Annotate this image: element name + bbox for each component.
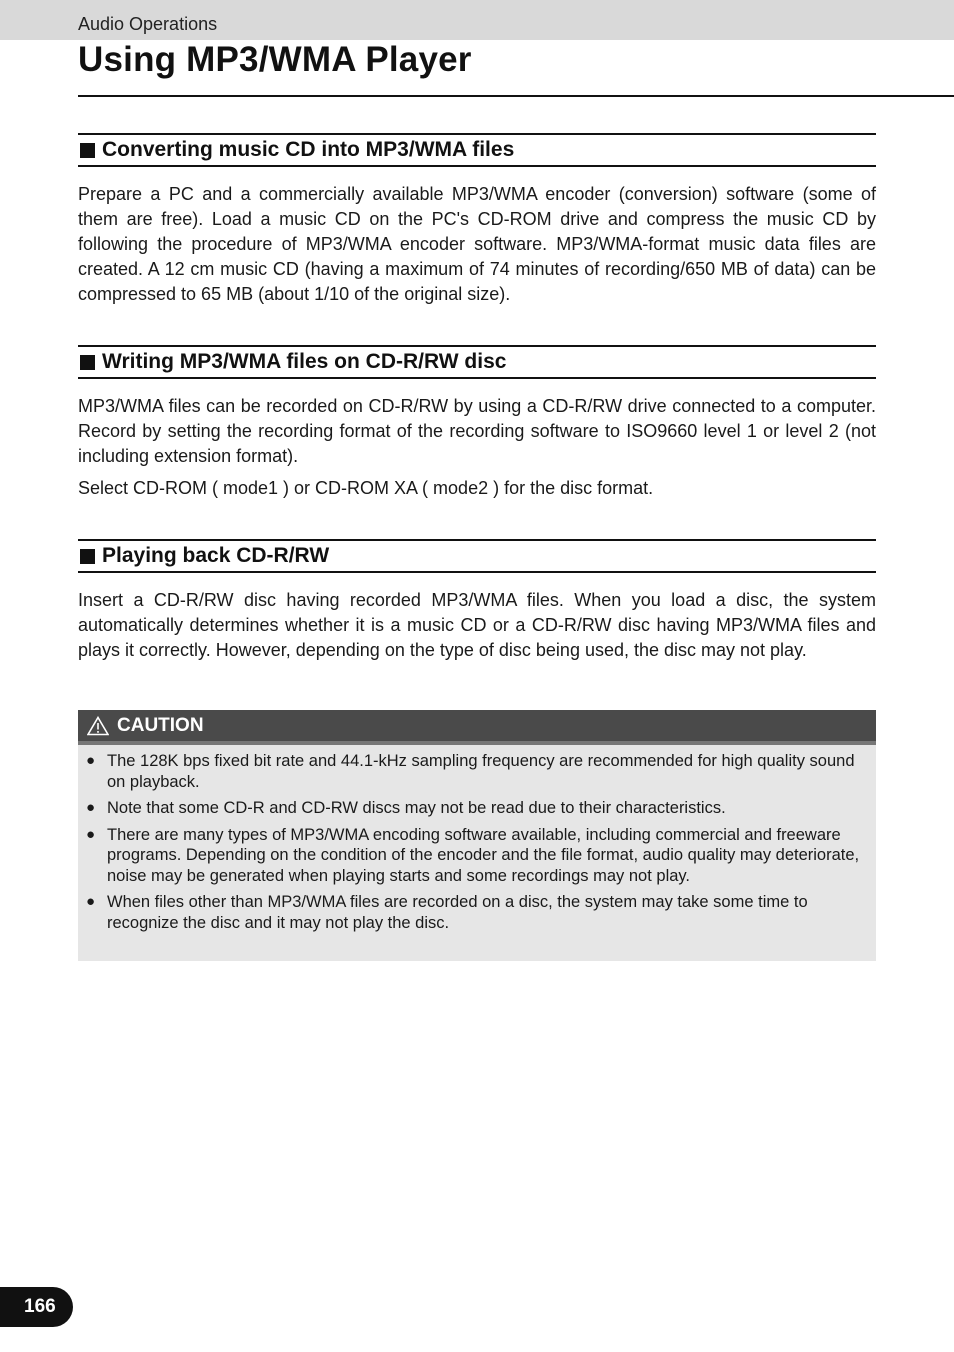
section-converting [78, 133, 876, 307]
paragraph: Insert a CD-R/RW disc having recorded MP3/WMA files. When you load a disc, the system automatically determines whether it is a music CD or a CD-R/RW disc having MP3/WMA files and plays it correctly. However, depending on the type of disc being used, the disc may not play. [78, 590, 876, 660]
square-bullet-icon [80, 549, 95, 564]
section-heading [78, 133, 876, 167]
section-heading-text: Writing MP3/WMA files on CD-R/RW disc [102, 350, 507, 373]
caution-item [86, 825, 860, 887]
title-rule [78, 95, 954, 97]
section-heading-text: Converting music CD into MP3/WMA files [102, 138, 515, 161]
caution-item-text: The 128K bps fixed bit rate and 44.1-kHz sampling frequency are recommended for high quality sound on playback. [107, 752, 855, 791]
caution-list [78, 745, 876, 933]
caution-item-text: There are many types of MP3/WMA encoding software available, including commercial and freeware programs. Depending on the condition of the encoder and the file format, audio quality may deteriorate, noise may be generated when playing starts and some recordings may not play. [107, 825, 860, 885]
section-heading [78, 345, 876, 379]
section-heading-text: Playing back CD-R/RW [102, 544, 330, 567]
page-title: Using MP3/WMA Player [78, 40, 472, 79]
square-bullet-icon [80, 355, 95, 370]
bullet-icon: ● [86, 893, 96, 910]
section-name: Audio Operations [78, 14, 218, 34]
caution-item [86, 798, 860, 819]
caution-label: CAUTION [117, 714, 204, 736]
caution-item-text: Note that some CD-R and CD-RW discs may not be read due to their characteristics. [107, 799, 726, 817]
paragraph: Prepare a PC and a commercially available MP3/WMA encoder (conversion) software (some of them are free). Load a music CD on the PC's CD-ROM drive and compress the music CD by following the procedure of MP3/WMA encoder software. MP3/WMA-format music data files are created. A 12 cm music CD (having a maximum of 74 minutes of recording/650 MB of data) can be compressed to 65 MB (about 1/10 of the original size). [78, 184, 876, 304]
paragraph: Select CD-ROM ( mode1 ) or CD-ROM XA ( mode2 ) for the disc format. [78, 478, 654, 498]
header-band [0, 0, 954, 40]
warning-triangle-icon [87, 716, 109, 736]
caution-box [78, 710, 876, 961]
paragraph: MP3/WMA files can be recorded on CD-R/RW by using a CD-R/RW drive connected to a computer. Record by setting the recording format of the recording software to ISO9660 level 1 or level 2 (not including extension format). [78, 396, 876, 466]
section-playing [78, 539, 876, 663]
section-heading [78, 539, 876, 573]
page-number: 166 [0, 1287, 73, 1327]
bullet-icon: ● [86, 825, 96, 843]
section-writing [78, 345, 876, 501]
bullet-icon: ● [86, 752, 96, 769]
bullet-icon: ● [86, 799, 96, 816]
caution-item [86, 892, 860, 933]
square-bullet-icon [80, 143, 95, 158]
caution-item [86, 751, 860, 792]
caution-header [78, 710, 876, 745]
caution-item-text: When files other than MP3/WMA files are recorded on a disc, the system may take some time to recognize the disc and it may not play the disc. [107, 893, 808, 932]
